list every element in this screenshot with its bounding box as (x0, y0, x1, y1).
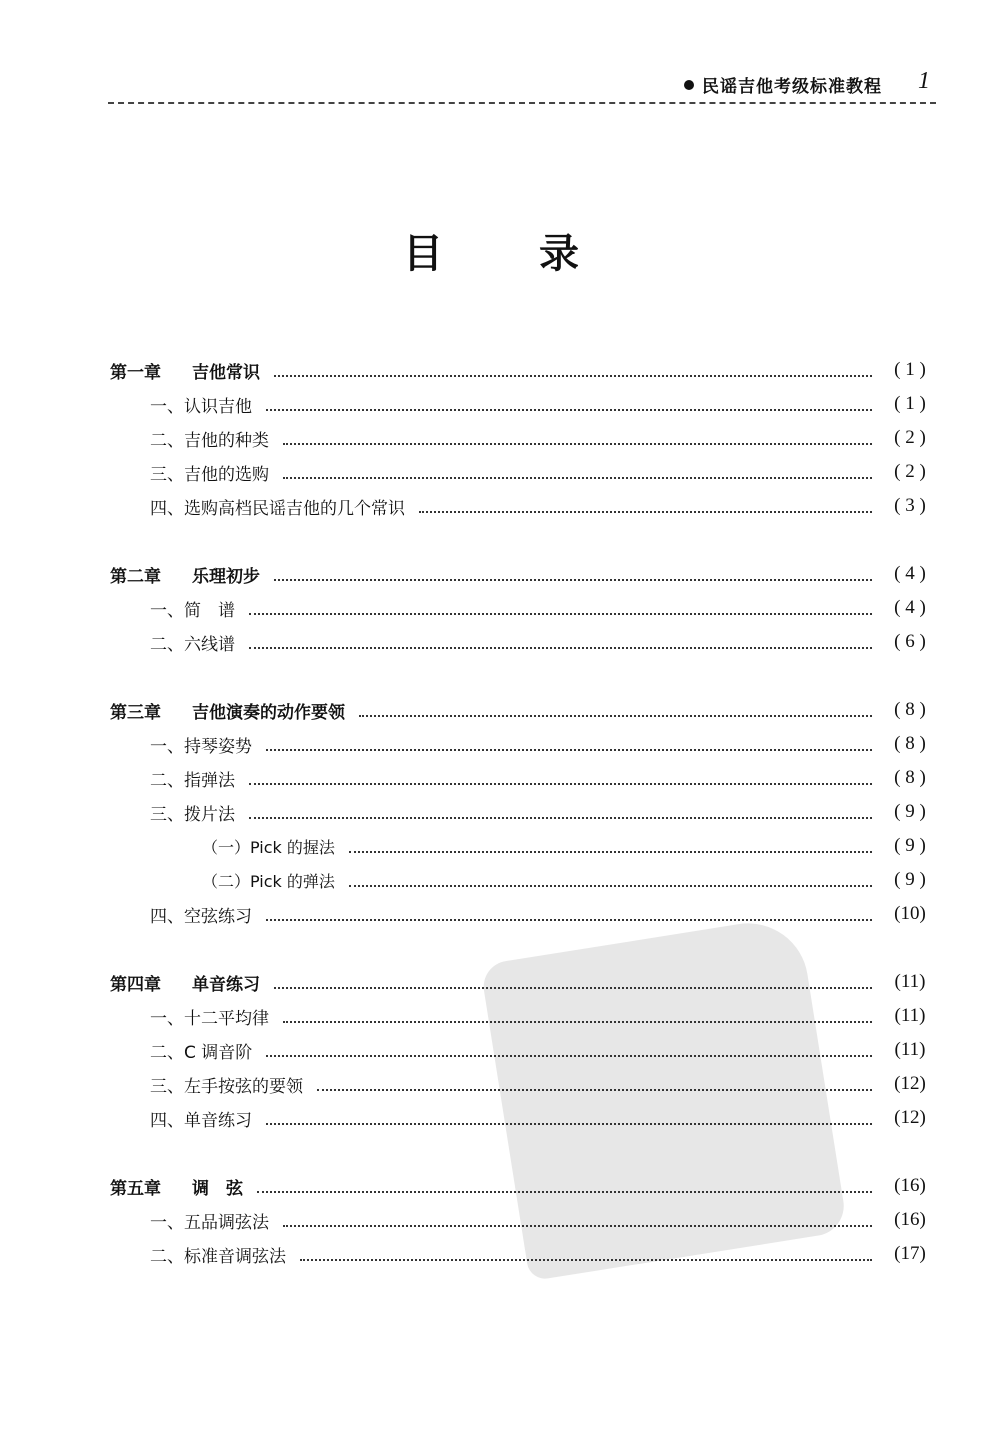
toc-entry-label: （一）Pick 的握法 (202, 837, 335, 857)
chapter-title: 乐理初步 (192, 566, 260, 587)
toc-entry-label: 二、指弹法 (150, 770, 235, 791)
dot-leader (249, 647, 872, 649)
toc-page-number: ( 9 ) (894, 835, 926, 856)
chapter-number: 第二章 (110, 566, 161, 587)
toc-section[interactable] (150, 1105, 936, 1131)
toc-page-number: ( 9 ) (894, 801, 926, 822)
toc-entry-label: 一、持琴姿势 (150, 736, 252, 757)
dot-leader (249, 783, 872, 785)
toc-chapter-1[interactable] (110, 357, 936, 383)
chapter-number: 第一章 (110, 362, 161, 383)
dot-leader (283, 1021, 872, 1023)
toc-section[interactable] (150, 799, 936, 825)
toc-entry-label: 一、五品调弦法 (150, 1212, 269, 1233)
toc-page-number: (12) (894, 1107, 926, 1128)
toc-page-number: ( 4 ) (894, 563, 926, 584)
dot-leader (419, 511, 872, 513)
toc-page-number: (11) (894, 1039, 926, 1060)
dot-leader (349, 885, 872, 887)
toc-section[interactable] (150, 391, 936, 417)
toc-page-number: ( 8 ) (894, 699, 926, 720)
toc-entry-label: 二、标准音调弦法 (150, 1246, 286, 1267)
dot-leader (300, 1259, 872, 1261)
dot-leader (359, 715, 872, 717)
chapter-title: 单音练习 (192, 974, 260, 995)
toc-page-number: (16) (894, 1209, 926, 1230)
toc-entry-label: 二、吉他的种类 (150, 430, 269, 451)
toc-entry-label: 一、简 谱 (150, 600, 235, 621)
dot-leader (257, 1191, 872, 1193)
toc-subsection[interactable] (202, 867, 936, 893)
toc-page-number: ( 8 ) (894, 733, 926, 754)
toc-entry-label: 三、拨片法 (150, 804, 235, 825)
toc-section[interactable] (150, 595, 936, 621)
toc-section[interactable] (150, 425, 936, 451)
toc-page-number: (11) (894, 1005, 926, 1026)
toc-section[interactable] (150, 901, 936, 927)
dot-leader (283, 477, 872, 479)
toc-page-number: ( 2 ) (894, 427, 926, 448)
toc-page-number: ( 8 ) (894, 767, 926, 788)
toc-section[interactable] (150, 1207, 936, 1233)
toc-section[interactable] (150, 629, 936, 655)
toc-section[interactable] (150, 459, 936, 485)
chapter-number: 第三章 (110, 702, 161, 723)
toc-page-number: (16) (894, 1175, 926, 1196)
toc-subsection[interactable] (202, 833, 936, 859)
toc-section[interactable] (150, 1037, 936, 1063)
chapter-number: 第五章 (110, 1178, 161, 1199)
toc-entry-label: 四、选购高档民谣吉他的几个常识 (150, 498, 405, 519)
dot-leader (266, 1055, 872, 1057)
toc-page-number: (12) (894, 1073, 926, 1094)
toc-page-number: ( 9 ) (894, 869, 926, 890)
dot-leader (266, 409, 872, 411)
toc-entry-label: （二）Pick 的弹法 (202, 871, 335, 891)
toc-chapter-5[interactable] (110, 1173, 936, 1199)
dot-leader (274, 375, 872, 377)
dot-leader (249, 817, 872, 819)
dot-leader (274, 987, 872, 989)
toc-entry-label: 三、左手按弦的要领 (150, 1076, 303, 1097)
dot-leader (249, 613, 872, 615)
page-number: 1 (918, 68, 930, 94)
chapter-title: 吉他演奏的动作要领 (192, 702, 345, 723)
toc-page-number: ( 3 ) (894, 495, 926, 516)
toc-entry-label: 二、六线谱 (150, 634, 235, 655)
toc-entry-label: 二、C 调音阶 (150, 1042, 253, 1063)
chapter-number: 第四章 (110, 974, 161, 995)
toc-page-number: ( 2 ) (894, 461, 926, 482)
toc-page-number: ( 1 ) (894, 393, 926, 414)
toc-entry-label (110, 562, 260, 587)
chapter-title: 调 弦 (192, 1178, 243, 1199)
toc-chapter-4[interactable] (110, 969, 936, 995)
dot-leader (349, 851, 872, 853)
dot-leader (317, 1089, 872, 1091)
toc-chapter-2[interactable] (110, 561, 936, 587)
toc-page-number: (11) (894, 971, 926, 992)
dot-leader (274, 579, 872, 581)
toc-page-number: (17) (894, 1243, 926, 1264)
toc-entry-label (110, 358, 260, 383)
toc-section[interactable] (150, 493, 936, 519)
toc-section[interactable] (150, 765, 936, 791)
dot-leader (266, 1123, 872, 1125)
toc-section[interactable] (150, 1241, 936, 1267)
page-title: 目录 (403, 231, 675, 277)
toc-section[interactable] (150, 1003, 936, 1029)
toc-entry-label: 一、十二平均律 (150, 1008, 269, 1029)
toc-page-number: ( 1 ) (894, 359, 926, 380)
toc-entry-label (110, 970, 260, 995)
toc-page-number: ( 6 ) (894, 631, 926, 652)
toc-entry-label: 四、单音练习 (150, 1110, 252, 1131)
toc-entry-label: 四、空弦练习 (150, 906, 252, 927)
toc-section[interactable] (150, 1071, 936, 1097)
chapter-title: 吉他常识 (192, 362, 260, 383)
toc-entry-label (110, 698, 345, 723)
dot-leader (266, 749, 872, 751)
toc-page-number: ( 4 ) (894, 597, 926, 618)
dot-leader (266, 919, 872, 921)
toc-entry-label: 一、认识吉他 (150, 396, 252, 417)
dot-leader (283, 1225, 872, 1227)
toc-page-number: (10) (894, 903, 926, 924)
dot-leader (283, 443, 872, 445)
toc-entry-label (110, 1174, 243, 1199)
toc-chapter-3[interactable] (110, 697, 936, 723)
book-title: 民谣吉他考级标准教程 (702, 77, 882, 97)
toc-entry-label: 三、吉他的选购 (150, 464, 269, 485)
toc-section[interactable] (150, 731, 936, 757)
